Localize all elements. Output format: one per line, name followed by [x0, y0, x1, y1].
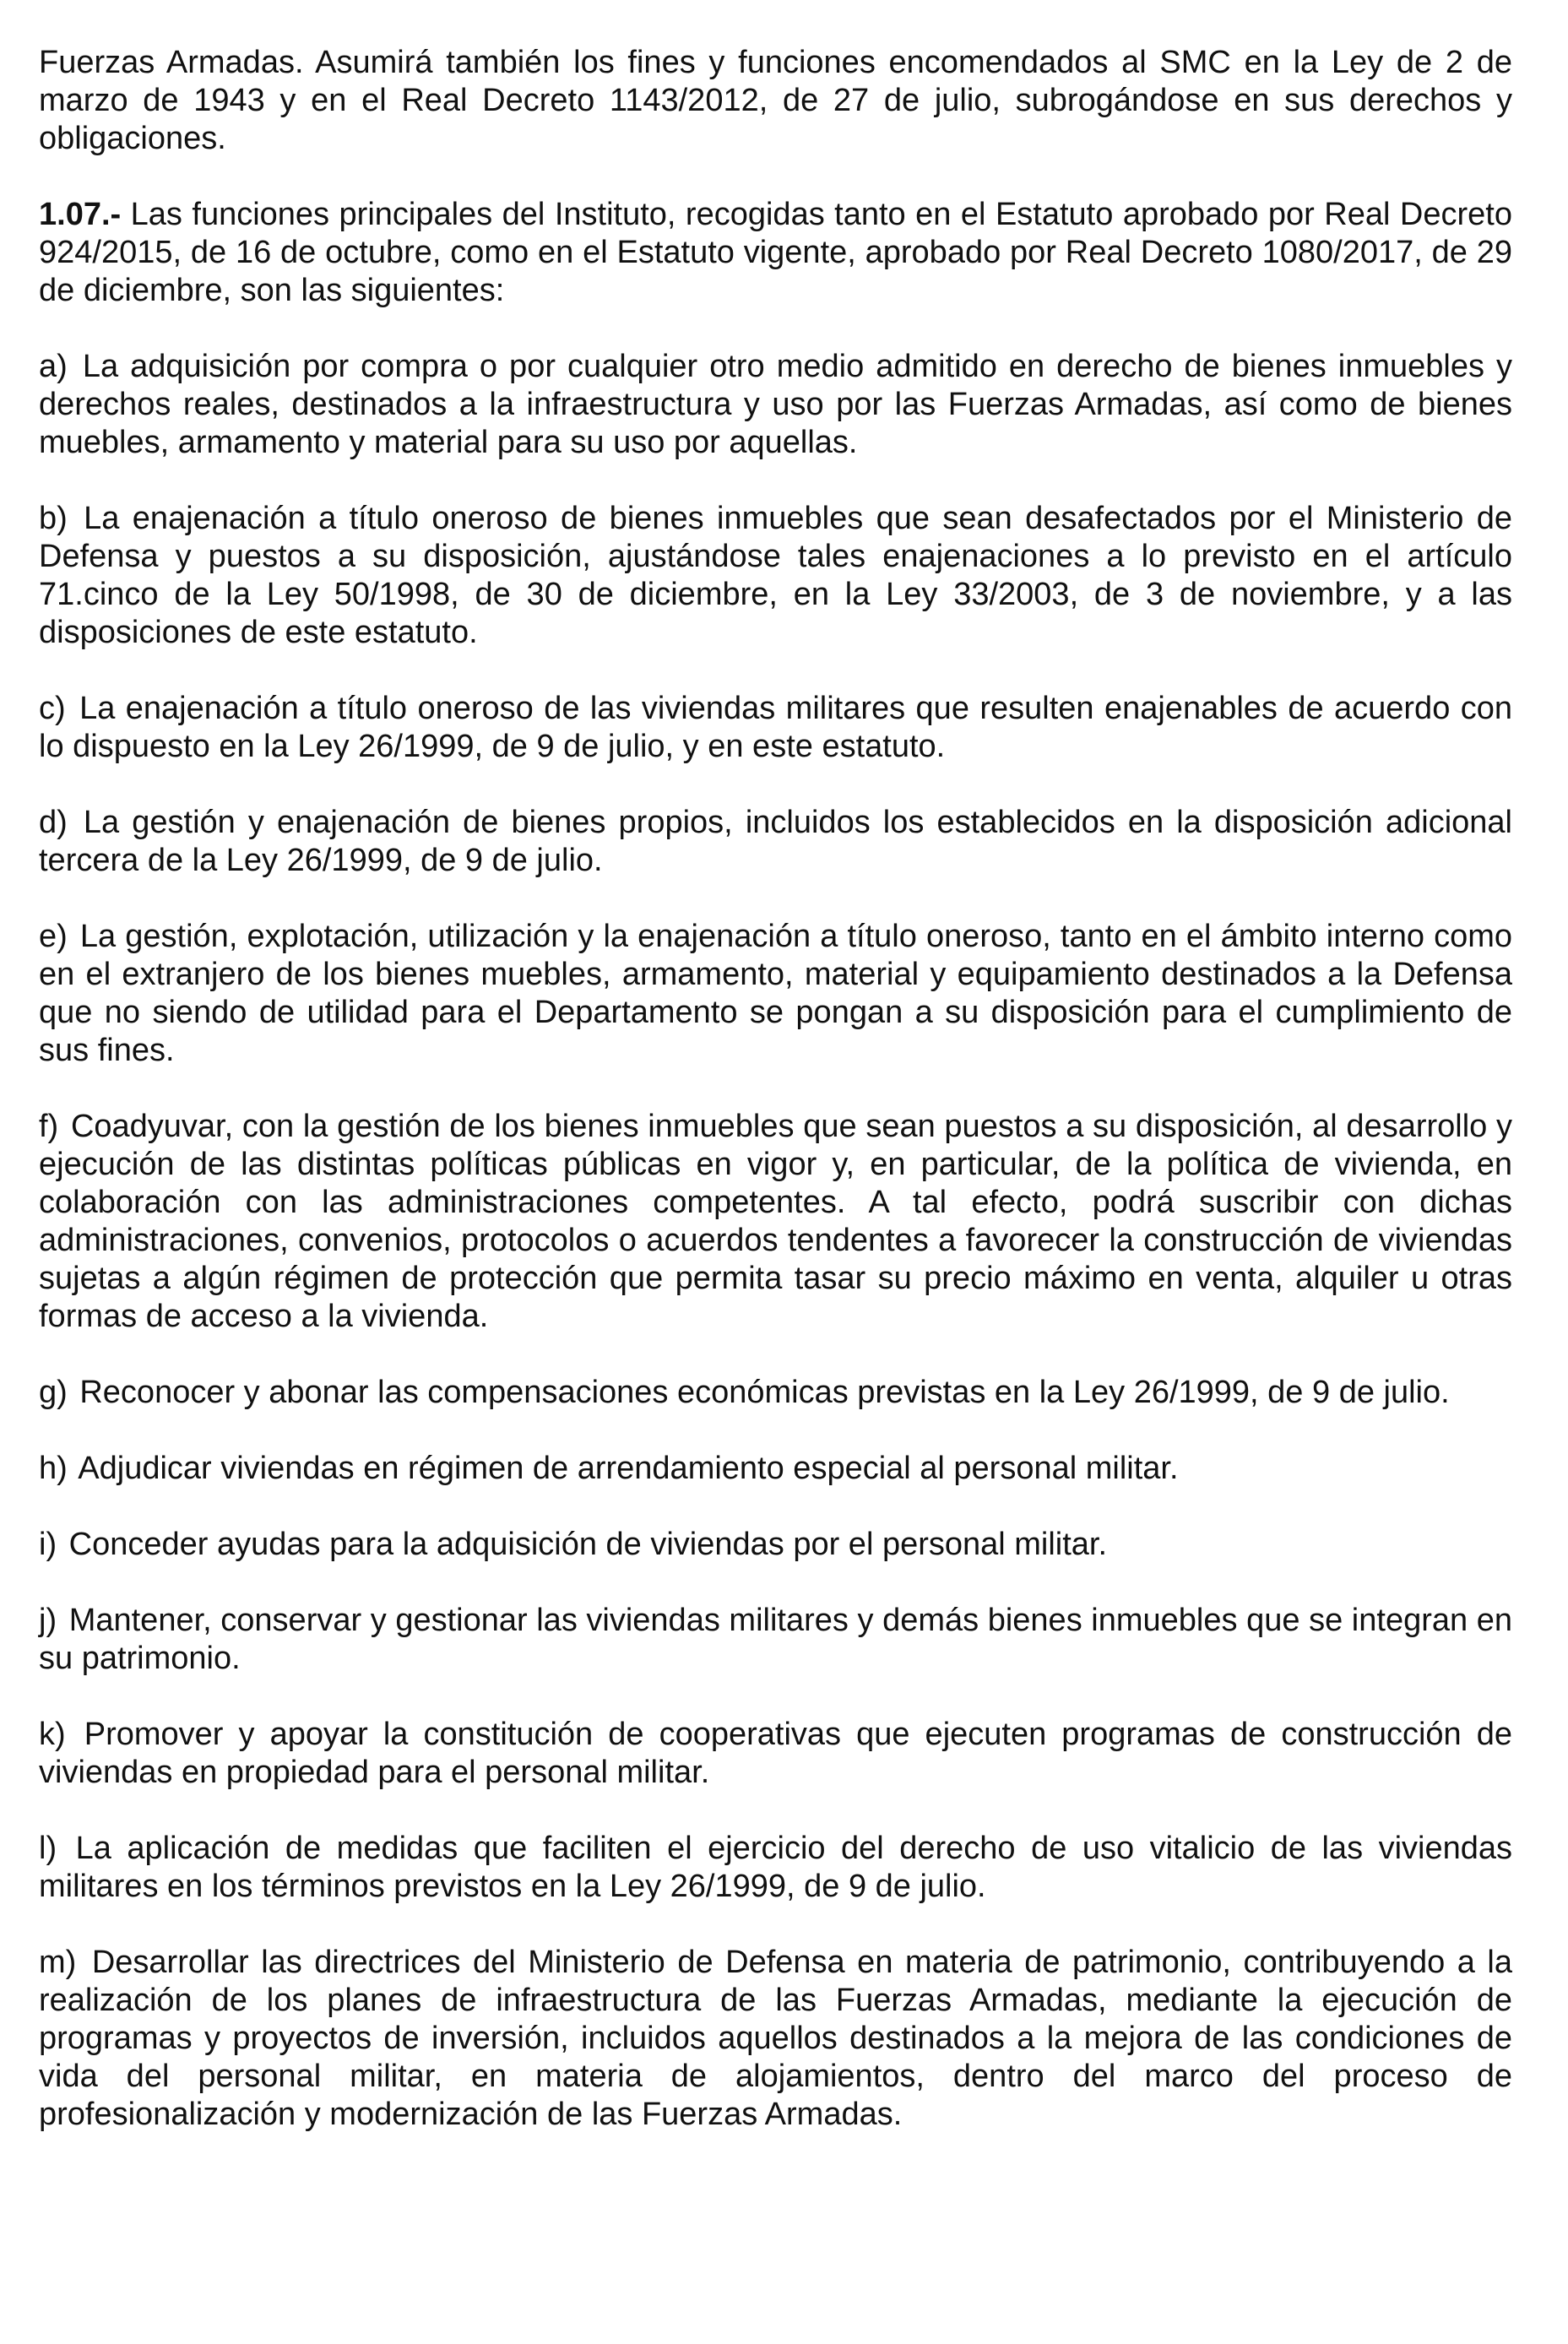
item-text: Coadyuvar, con la gestión de los bienes inmuebles que sean puestos a su disposición, al desarrollo y ejecución de las distintas políticas públicas en vigor y, en particular, de la política de vivienda, en colaboración con las administraciones competentes. A tal efecto, podrá suscribir con dichas administraciones, convenios, protocolos o acuerdos tendentes a favorecer la construcción de viviendas sujetas a algún régimen de protección que permita tasar su precio máximo en venta, alquiler u otras formas de acceso a la vivienda.: [39, 1109, 1513, 1334]
item-letter: k): [39, 1717, 66, 1752]
section-number: 1.07.-: [39, 197, 122, 232]
list-item: [39, 804, 1512, 880]
list-item: [39, 690, 1512, 766]
item-letter: l): [39, 1831, 57, 1866]
list-item: [39, 918, 1512, 1070]
list-item: [39, 1450, 1512, 1488]
item-letter: m): [39, 1945, 77, 1980]
list-item: [39, 1108, 1512, 1336]
item-letter: c): [39, 691, 66, 726]
item-text: Reconocer y abonar las compensaciones económicas previstas en la Ley 26/1999, de 9 de julio.: [79, 1375, 1450, 1410]
section-paragraph: [39, 196, 1512, 310]
item-text: La enajenación a título oneroso de las viviendas militares que resulten enajenables de acuerdo con lo dispuesto en la Ley 26/1999, de 9 de julio, y en este estatuto.: [39, 691, 1513, 764]
item-letter: h): [39, 1451, 68, 1486]
list-item: [39, 1944, 1512, 2134]
item-text: Conceder ayudas para la adquisición de viviendas por el personal militar.: [68, 1527, 1108, 1562]
item-text: La adquisición por compra o por cualquier otro medio admitido en derecho de bienes inmuebles y derechos reales, destinados a la infraestructura y uso por las Fuerzas Armadas, así como de bienes muebles, armamento y material para su uso por aquellas.: [39, 349, 1512, 460]
item-letter: b): [39, 501, 68, 536]
list-item: [39, 1716, 1512, 1792]
item-letter: j): [39, 1603, 57, 1638]
document-page: [39, 44, 1512, 2172]
item-text: La gestión, explotación, utilización y la enajenación a título oneroso, tanto en el ámbito interno como en el extranjero de los bienes muebles, armamento, material y equipamiento destinados a la Defensa que no siendo de utilidad para el Departamento se pongan a su disposición para el cumplimiento de sus fines.: [39, 919, 1512, 1068]
item-letter: i): [39, 1527, 57, 1562]
item-text: La aplicación de medidas que faciliten el ejercicio del derecho de uso vitalicio de las viviendas militares en los términos previstos en la Ley 26/1999, de 9 de julio.: [39, 1831, 1512, 1904]
item-letter: a): [39, 349, 68, 384]
list-item: [39, 1526, 1512, 1564]
list-item: [39, 1602, 1512, 1678]
list-item: [39, 500, 1512, 652]
item-text: La gestión y enajenación de bienes propios, incluidos los establecidos en la disposición adicional tercera de la Ley 26/1999, de 9 de julio.: [39, 805, 1512, 878]
item-text: La enajenación a título oneroso de bienes inmuebles que sean desafectados por el Ministerio de Defensa y puestos a su disposición, ajustándose tales enajenaciones a lo previsto en el artículo 71.cinco de la Ley 50/1998, de 30 de diciembre, en la Ley 33/2003, de 3 de noviembre, y a las disposiciones de este estatuto.: [39, 501, 1512, 650]
item-text: Mantener, conservar y gestionar las viviendas militares y demás bienes inmuebles que se integran en su patrimonio.: [39, 1603, 1512, 1676]
item-text: Promover y apoyar la constitución de cooperativas que ejecuten programas de construcción de viviendas en propiedad para el personal militar.: [39, 1717, 1512, 1790]
list-item: [39, 348, 1512, 462]
intro-paragraph: Fuerzas Armadas. Asumirá también los fines y funciones encomendados al SMC en la Ley de 2 de marzo de 1943 y en el Real Decreto 1143/2012, de 27 de julio, subrogándose en sus derechos y obligaciones.: [39, 45, 1512, 156]
item-text: Desarrollar las directrices del Ministerio de Defensa en materia de patrimonio, contribuyendo a la realización de los planes de infraestructura de las Fuerzas Armadas, mediante la ejecución de programas y proyectos de inversión, incluidos aquellos destinados a la mejora de las condiciones de vida del personal militar, en materia de alojamientos, dentro del marco del proceso de profesionalización y modernización de las Fuerzas Armadas.: [39, 1945, 1512, 2132]
item-letter: f): [39, 1109, 59, 1144]
item-text: Adjudicar viviendas en régimen de arrendamiento especial al personal militar.: [78, 1451, 1179, 1486]
list-item: [39, 1374, 1512, 1412]
item-letter: e): [39, 919, 68, 954]
list-item: [39, 1830, 1512, 1906]
item-letter: g): [39, 1375, 68, 1410]
item-letter: d): [39, 805, 68, 840]
section-text: Las funciones principales del Instituto, recogidas tanto en el Estatuto aprobado por Real Decreto 924/2015, de 16 de octubre, como en el Estatuto vigente, aprobado por Real Decreto 1080/2017, de 29 de diciembre, son las siguientes:: [39, 197, 1512, 308]
